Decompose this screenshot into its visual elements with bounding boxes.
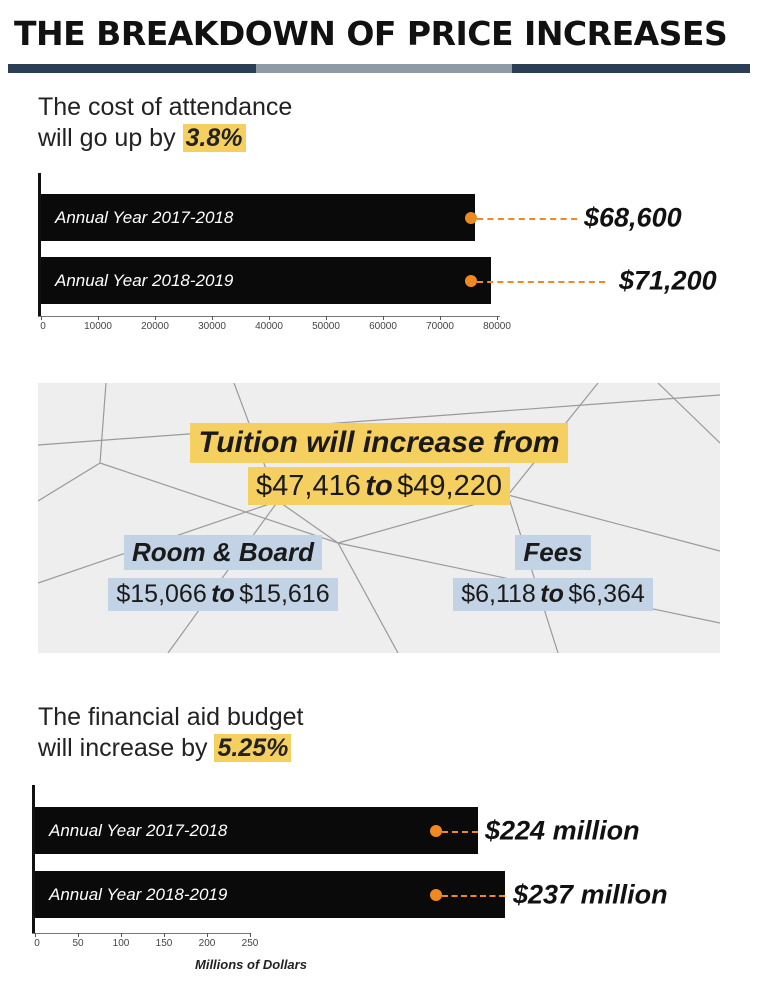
x-tick-mark: [121, 933, 122, 937]
bar-row: [41, 257, 720, 304]
value-label-2018-2019: $237 million: [513, 879, 668, 909]
page-title: THE BREAKDOWN OF PRICE INCREASES: [14, 14, 728, 53]
value-label-2017-2018: $68,600: [584, 202, 682, 232]
room-board-heading: Room & Board: [124, 535, 322, 570]
section1-highlight: 3.8%: [183, 124, 246, 152]
tuition-values: [248, 467, 510, 505]
x-tick-label: 200: [198, 938, 216, 949]
x-tick-mark: [207, 933, 208, 937]
x-tick-mark: [35, 933, 36, 937]
value-dot: [465, 275, 477, 287]
x-tick-mark: [269, 316, 270, 320]
section3-lead-line2: will increase by: [38, 734, 215, 762]
fees-column: [393, 535, 713, 570]
x-tick-label: 60000: [369, 321, 397, 332]
leader-line: [442, 895, 505, 897]
x-axis-title: Millions of Dollars: [195, 957, 307, 972]
x-tick-mark: [250, 933, 251, 937]
x-tick-label: 0: [40, 321, 46, 332]
tuition-to-word: to: [365, 470, 393, 502]
fees-heading: Fees: [515, 535, 590, 570]
x-tick-label: 250: [241, 938, 259, 949]
leader-line: [477, 281, 605, 283]
x-tick-mark: [497, 316, 498, 320]
header-rule-segment: [256, 64, 512, 73]
x-tick-label: 150: [155, 938, 173, 949]
room-board-from: $15,066: [116, 580, 207, 608]
leader-line: [442, 831, 478, 833]
x-tick-label: 10000: [84, 321, 112, 332]
x-tick-label: 0: [34, 938, 40, 949]
x-tick-mark: [326, 316, 327, 320]
room-board-to: $15,616: [239, 580, 330, 608]
section3-highlight: 5.25%: [214, 734, 291, 762]
x-tick-mark: [98, 316, 99, 320]
bar-label-2018-2019: Annual Year 2018-2019: [49, 884, 228, 904]
leader-line: [477, 218, 577, 220]
x-tick-label: 80000: [483, 321, 511, 332]
x-axis: [32, 933, 250, 934]
section3-lead-line1: The financial aid budget: [38, 703, 304, 731]
value-dot: [465, 212, 477, 224]
x-tick-mark: [383, 316, 384, 320]
tuition-heading-wrap: [38, 423, 720, 463]
section1-lead-line2: will go up by: [38, 124, 183, 152]
x-tick-mark: [440, 316, 441, 320]
x-tick-mark: [212, 316, 213, 320]
room-board-column: [58, 535, 388, 570]
x-tick-label: 40000: [255, 321, 283, 332]
chart-financial-aid: [32, 785, 722, 972]
x-tick-label: 100: [112, 938, 130, 949]
tuition-heading: Tuition will increase from: [190, 423, 567, 463]
fees-from: $6,118: [461, 580, 536, 608]
tuition-from: $47,416: [256, 470, 361, 502]
bar-label-2017-2018: Annual Year 2017-2018: [49, 820, 228, 840]
bar-row: [35, 871, 722, 918]
room-board-values-wrap: [58, 578, 388, 611]
x-tick-label: 20000: [141, 321, 169, 332]
fees-to-word: to: [540, 580, 564, 608]
x-tick-mark: [78, 933, 79, 937]
room-board-values: [108, 578, 337, 611]
fees-values: [453, 578, 653, 611]
x-tick-label: 30000: [198, 321, 226, 332]
value-dot: [430, 825, 442, 837]
x-tick-mark: [155, 316, 156, 320]
bar-row: [41, 194, 720, 241]
x-tick-label: 50000: [312, 321, 340, 332]
tuition-breakdown-panel: [38, 383, 720, 653]
chart-cost-of-attendance: [38, 173, 720, 332]
bar-label-2017-2018: Annual Year 2017-2018: [55, 207, 234, 227]
room-board-to-word: to: [211, 580, 235, 608]
x-tick-mark: [164, 933, 165, 937]
section3-lead: [38, 702, 468, 764]
fees-to: $6,364: [568, 580, 645, 608]
tuition-to: $49,220: [397, 470, 502, 502]
header-rule: [8, 64, 750, 73]
x-tick-label: 50: [72, 938, 84, 949]
x-tick-mark: [41, 316, 42, 320]
value-label-2017-2018: $224 million: [485, 815, 640, 845]
value-label-2018-2019: $71,200: [619, 265, 717, 295]
bar-row: [35, 807, 722, 854]
value-dot: [430, 889, 442, 901]
bar-label-2018-2019: Annual Year 2018-2019: [55, 270, 234, 290]
section1-lead: [38, 92, 458, 154]
x-tick-label: 70000: [426, 321, 454, 332]
section1-lead-line1: The cost of attendance: [38, 93, 293, 121]
tuition-values-wrap: [38, 467, 720, 505]
fees-values-wrap: [393, 578, 713, 611]
